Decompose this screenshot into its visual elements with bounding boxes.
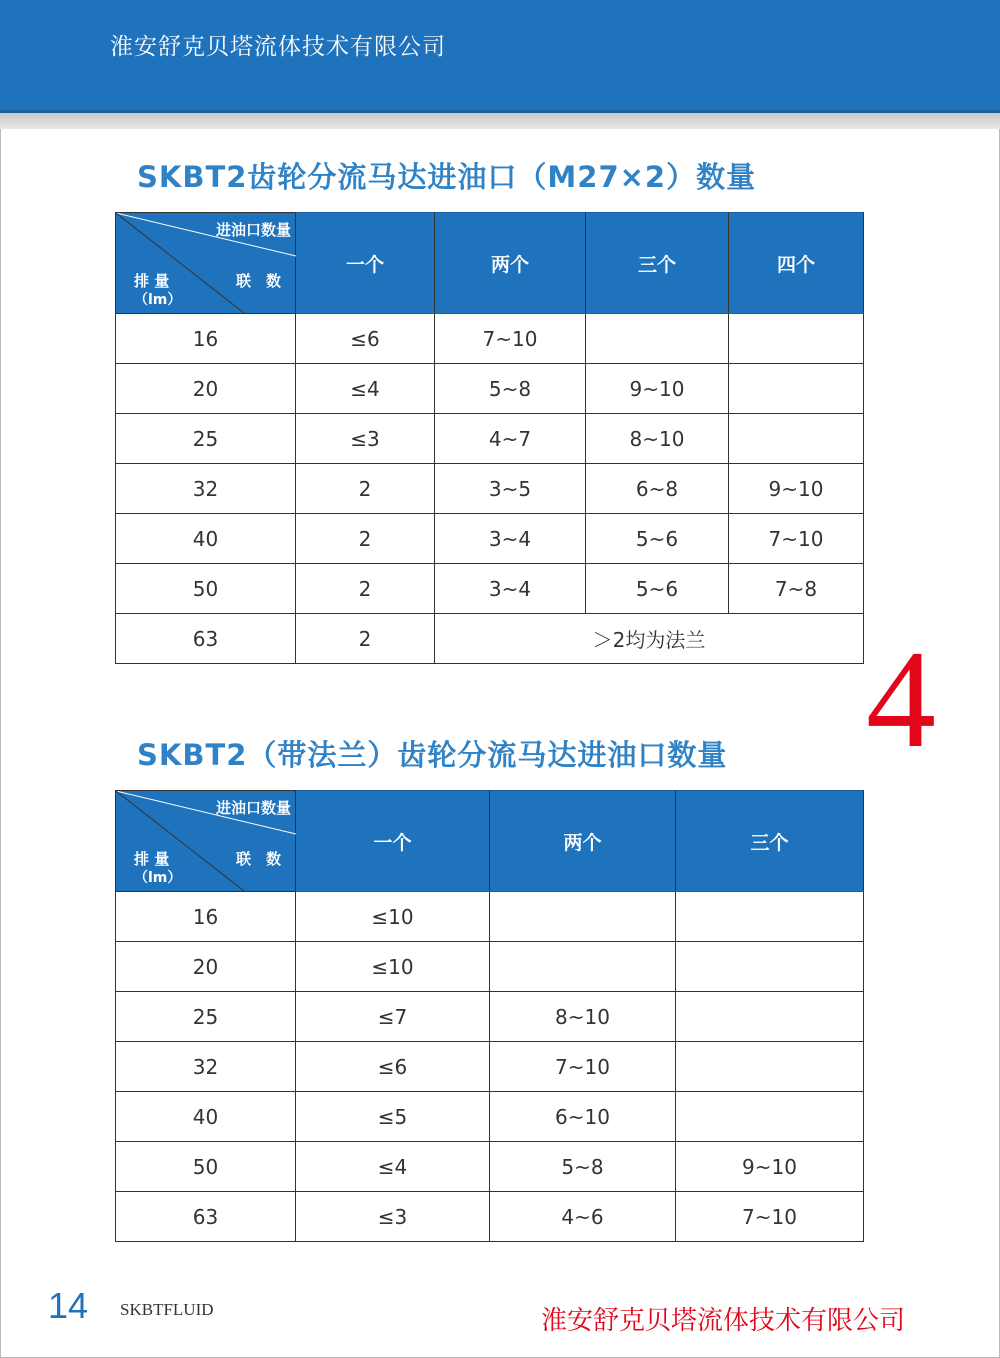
corner-label-displacement: 排 量: [134, 850, 170, 868]
column-header: 一个: [296, 213, 435, 314]
port-count-cell: [676, 942, 864, 992]
table-row: [116, 1042, 864, 1092]
port-count-cell: 9~10: [729, 464, 864, 514]
displacement-cell: 32: [116, 464, 296, 514]
corner-label-displacement: 排 量: [134, 272, 170, 290]
port-count-cell: [676, 1042, 864, 1092]
table-row: [116, 314, 864, 364]
section2-title: SKBT2（带法兰）齿轮分流马达进油口数量: [137, 738, 728, 772]
header-bar: [0, 0, 1000, 113]
corner-header-cell: [116, 213, 296, 314]
column-header: 三个: [586, 213, 729, 314]
port-count-cell: 2: [296, 614, 435, 664]
corner-label-unit: （lm）: [134, 292, 182, 308]
page-number: 14: [48, 1285, 89, 1326]
column-header: 一个: [296, 791, 490, 892]
port-count-cell: ≤5: [296, 1092, 490, 1142]
port-count-cell: ≤4: [296, 1142, 490, 1192]
port-count-cell: ≤6: [296, 314, 435, 364]
displacement-cell: 16: [116, 892, 296, 942]
port-count-cell: 9~10: [676, 1142, 864, 1192]
displacement-cell: 32: [116, 1042, 296, 1092]
table-m27-ports: [115, 212, 864, 664]
brand-name: SKBTFLUID: [120, 1300, 214, 1319]
table-row: [116, 414, 864, 464]
corner-label-sections: 联 数: [235, 272, 281, 290]
port-count-cell: 5~6: [586, 514, 729, 564]
column-header: 三个: [676, 791, 864, 892]
port-count-cell: 5~8: [435, 364, 586, 414]
port-count-cell: ≤3: [296, 1192, 490, 1242]
displacement-cell: 25: [116, 414, 296, 464]
port-count-cell: 8~10: [586, 414, 729, 464]
port-count-cell: 4~6: [490, 1192, 676, 1242]
table-header-row: [116, 791, 864, 892]
port-count-cell: [490, 892, 676, 942]
header-divider: [0, 113, 1000, 129]
port-count-cell: 9~10: [586, 364, 729, 414]
port-count-cell: [729, 314, 864, 364]
table-row: [116, 992, 864, 1042]
displacement-cell: 16: [116, 314, 296, 364]
displacement-cell: 20: [116, 364, 296, 414]
corner-label-sections: 联 数: [235, 850, 281, 868]
port-count-cell: [729, 364, 864, 414]
port-count-cell: 2: [296, 514, 435, 564]
section1-title: SKBT2齿轮分流马达进油口（M27×2）数量: [137, 160, 757, 194]
displacement-cell: 20: [116, 942, 296, 992]
port-count-cell: 7~10: [729, 514, 864, 564]
corner-label-unit: （lm）: [134, 870, 182, 886]
corner-label-ports: 进油口数量: [215, 221, 291, 239]
port-count-cell: [586, 314, 729, 364]
port-count-cell: 8~10: [490, 992, 676, 1042]
port-count-cell: [676, 992, 864, 1042]
table-header-row: [116, 213, 864, 314]
table-row: [116, 1142, 864, 1192]
column-header: 两个: [490, 791, 676, 892]
footer-company-name: 淮安舒克贝塔流体技术有限公司: [541, 1306, 906, 1336]
column-header: 四个: [729, 213, 864, 314]
port-count-cell: 5~6: [586, 564, 729, 614]
port-count-cell: [490, 942, 676, 992]
table-row: [116, 892, 864, 942]
port-count-cell: 6~8: [586, 464, 729, 514]
corner-header-cell: [116, 791, 296, 892]
column-header: 两个: [435, 213, 586, 314]
displacement-cell: 63: [116, 614, 296, 664]
port-count-cell: 7~10: [490, 1042, 676, 1092]
port-count-cell: 7~10: [676, 1192, 864, 1242]
port-count-cell: 5~8: [490, 1142, 676, 1192]
table-row: [116, 514, 864, 564]
table-row: [116, 464, 864, 514]
merged-note-cell: ＞2均为法兰: [435, 614, 864, 664]
table-row: [116, 942, 864, 992]
page-section-mark: 4: [866, 622, 936, 777]
displacement-cell: 63: [116, 1192, 296, 1242]
port-count-cell: ≤3: [296, 414, 435, 464]
port-count-cell: ≤6: [296, 1042, 490, 1092]
port-count-cell: ≤7: [296, 992, 490, 1042]
port-count-cell: 3~5: [435, 464, 586, 514]
port-count-cell: ≤4: [296, 364, 435, 414]
table-row: [116, 564, 864, 614]
port-count-cell: 3~4: [435, 564, 586, 614]
displacement-cell: 50: [116, 1142, 296, 1192]
table-row: [116, 364, 864, 414]
displacement-cell: 40: [116, 1092, 296, 1142]
corner-label-ports: 进油口数量: [215, 799, 291, 817]
table-row: [116, 614, 864, 664]
port-count-cell: ≤10: [296, 942, 490, 992]
header-company-name: 淮安舒克贝塔流体技术有限公司: [110, 34, 446, 60]
port-count-cell: 7~10: [435, 314, 586, 364]
port-count-cell: [676, 1092, 864, 1142]
port-count-cell: 2: [296, 564, 435, 614]
port-count-cell: [676, 892, 864, 942]
port-count-cell: 7~8: [729, 564, 864, 614]
displacement-cell: 40: [116, 514, 296, 564]
table-row: [116, 1192, 864, 1242]
table-row: [116, 1092, 864, 1142]
displacement-cell: 50: [116, 564, 296, 614]
port-count-cell: 6~10: [490, 1092, 676, 1142]
port-count-cell: 4~7: [435, 414, 586, 464]
displacement-cell: 25: [116, 992, 296, 1042]
port-count-cell: ≤10: [296, 892, 490, 942]
port-count-cell: 2: [296, 464, 435, 514]
table-flange-ports: [115, 790, 864, 1242]
port-count-cell: 3~4: [435, 514, 586, 564]
port-count-cell: [729, 414, 864, 464]
